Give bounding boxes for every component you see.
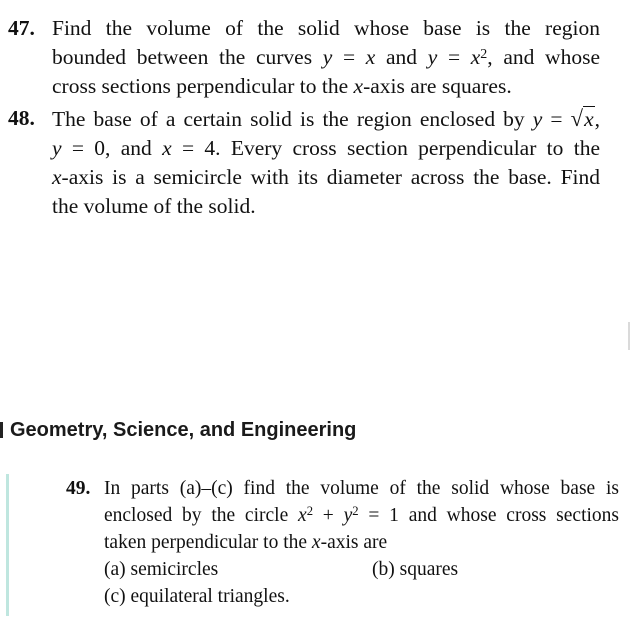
section-heading: Geometry, Science, and Engineering — [0, 419, 356, 442]
problem-line: bounded between the curves y = x and $y = x^2$, and whose — [52, 45, 600, 69]
section-rule — [6, 474, 9, 616]
problem-line: enclosed by the circle $x^2 + y^2 = 1$ and whose cross sections — [104, 504, 619, 526]
problem-line: Find the volume of the solid whose base is the region — [52, 16, 600, 40]
problem-line: In parts (a)–(c) find the volume of the solid whose base is — [104, 478, 619, 499]
part-c: (c) equilateral triangles. — [104, 586, 290, 607]
problem-line: x-axis is a semicircle with its diameter across the base. Find — [52, 165, 600, 189]
problem-line: The base of a certain solid is the region enclosed by y = √x, — [52, 104, 600, 134]
scroll-indicator — [628, 322, 630, 350]
problem-line: cross sections perpendicular to the x-axis are squares. — [52, 74, 512, 98]
problem-number: 48. — [8, 106, 35, 130]
problem-49 — [66, 475, 619, 610]
problem-line: taken perpendicular to the x-axis are — [104, 532, 388, 553]
problem-text — [52, 14, 600, 101]
problem-number: 49. — [66, 478, 91, 499]
problem-line: the volume of the solid. — [52, 194, 256, 218]
problem-parts — [104, 556, 619, 583]
problem-48 — [8, 104, 600, 221]
section-marker — [0, 422, 3, 438]
sqrt-expression: √x — [570, 106, 594, 131]
problem-text — [104, 475, 619, 610]
problem-text — [52, 104, 600, 221]
problem-47 — [8, 14, 600, 101]
part-a: (a) semicircles — [104, 559, 219, 580]
part-b: (b) squares — [372, 559, 459, 580]
problem-line: y = 0, and x = 4. Every cross section perpendicular to the — [52, 136, 600, 160]
problem-number: 47. — [8, 16, 35, 40]
